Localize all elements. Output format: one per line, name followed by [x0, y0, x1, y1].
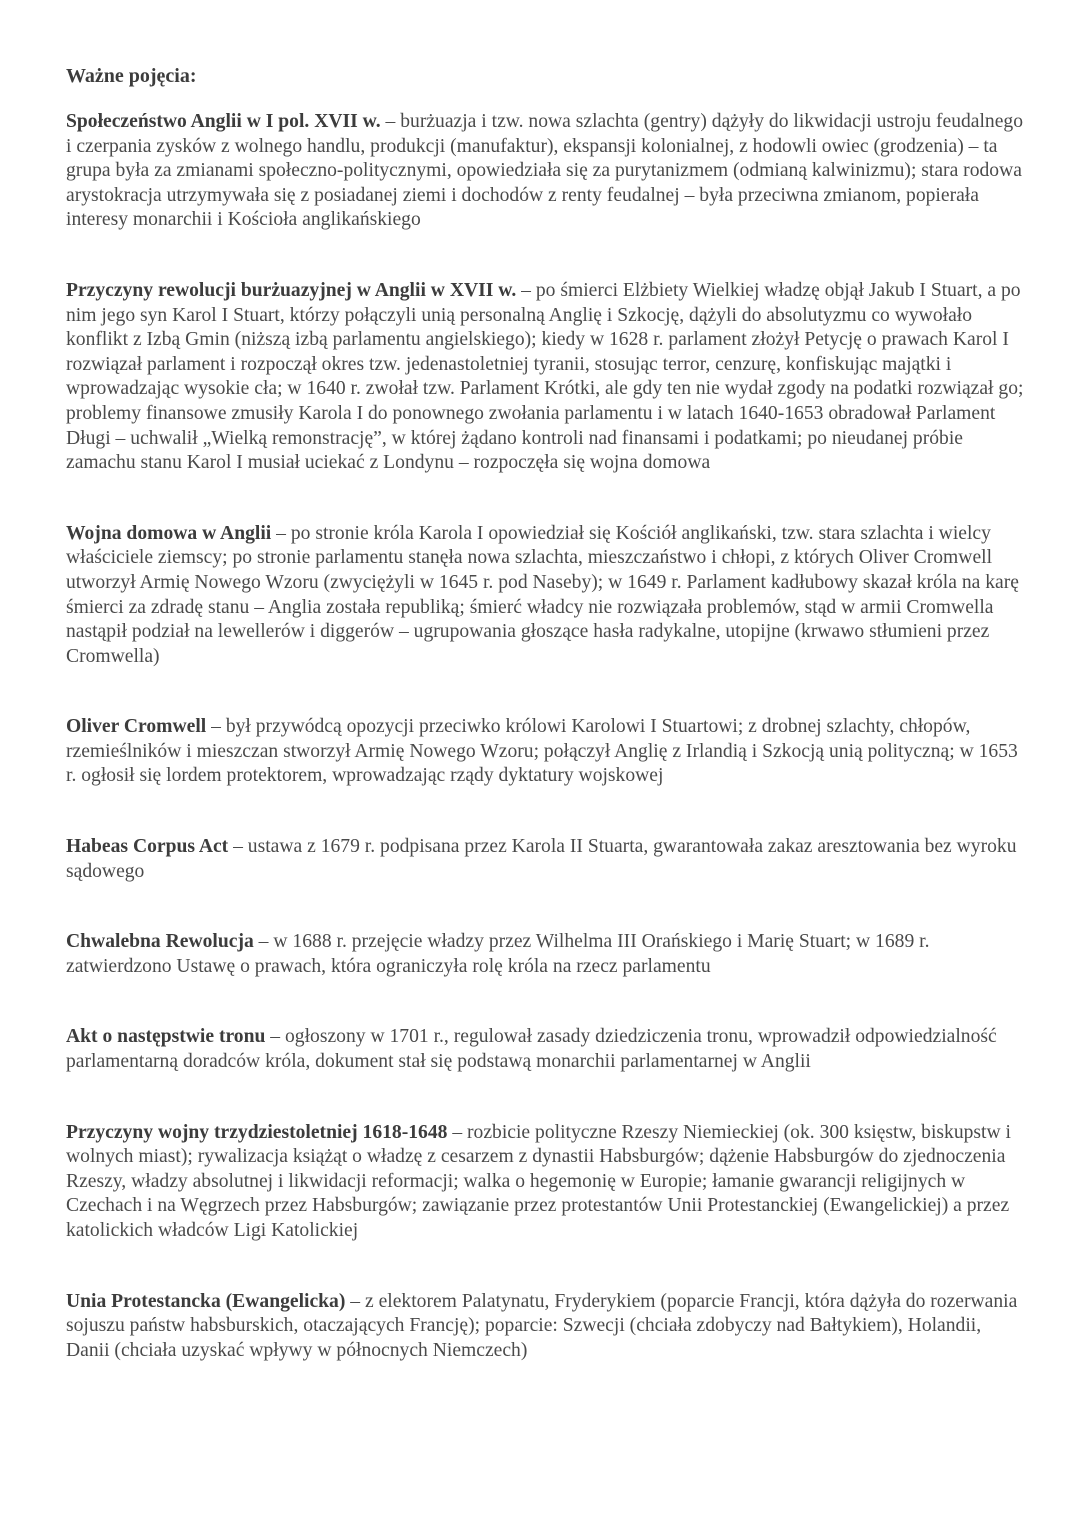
entry-text: – był przywódcą opozycji przeciwko królowi Karolowi I Stuartowi; z drobnej szlachty, chłopów, rzemieślników i mieszczan stworzył Armię Nowego Wzoru; połączył Anglię z Irlandią i Szkocją unią polityczną; w 1653 r. ogłosił się lordem protektorem, wprowadzając rządy dyktatury wojskowej — [66, 716, 1018, 787]
entry-term: Unia Protestancka (Ewangelicka) — [66, 1290, 346, 1312]
entry-term: Chwalebna Rewolucja — [66, 931, 254, 953]
entry-text: – ustawa z 1679 r. podpisana przez Karola II Stuarta, gwarantowała zakaz aresztowania bez wyroku sądowego — [66, 836, 1017, 882]
entry-akt-o-nastepstwie — [66, 1025, 1026, 1074]
entry-term: Wojna domowa w Anglii — [66, 522, 272, 544]
entry-przyczyny-rewolucji — [66, 279, 1026, 476]
entry-text: – po śmierci Elżbiety Wielkiej władzę objął Jakub I Stuart, a po nim jego syn Karol I Stuart, którzy połączyli unią personalną Anglię i Szkocję, dążyli do absolutyzmu co wywołało konflikt z Izbą Gmin (niższą izbą parlamentu angielskiego); kiedy w 1628 r. parlament złożył Petycję o prawach Karol I rozwiązał parlament i rozpoczął okres tzw. jedenastoletniej tyranii, stosując terror, cenzurę, konfiskując majątki i wprowadzając wysokie cła; w 1640 r. zwołał tzw. Parlament Krótki, ale gdy ten nie wydał zgody na podatki rozwiązał go; problemy finansowe zmusiły Karola I do ponownego zwołania parlamentu i w latach 1640-1653 obradował Parlament Długi – uchwalił „Wielką remonstrację”, w której żądano kontroli nad finansami i podatkami; po nieudanej próbie zamachu stanu Karol I musiał uciekać z Londynu – rozpoczęła się wojna domowa — [66, 279, 1024, 474]
entry-text: – w 1688 r. przejęcie władzy przez Wilhelma III Orańskiego i Marię Stuart; w 1689 r. zatwierdzono Ustawę o prawach, która ograniczyła rolę króla na rzecz parlamentu — [66, 931, 930, 977]
entry-text: – po stronie króla Karola I opowiedział się Kościół anglikański, tzw. stara szlachta i wielcy właściciele ziemscy; po stronie parlamentu stanęła nowa szlachta, mieszczaństwo i chłopi, z których Oliver Cromwell utworzył Armię Nowego Wzoru (zwyciężyli w 1645 r. pod Naseby); w 1649 r. Parlament kadłubowy skazał króla na karę śmierci za zdradę stanu – Anglia została republiką; śmierć władcy nie rozwiązała problemów, stąd w armii Cromwella nastąpił podział na lewellerów i diggerów – ugrupowania głoszące hasła radykalne, utopijne (krwawo stłumieni przez Cromwella) — [66, 522, 1019, 667]
entry-habeas-corpus — [66, 835, 1026, 884]
entry-text: – rozbicie polityczne Rzeszy Niemieckiej (ok. 300 księstw, biskupstw i wolnych miast); rywalizacja książąt o władzę z cesarzem z dynastii Habsburgów; dążenie Habsburgów do zjednoczenia Rzeszy, władzy absolutnej i likwidacji reformacji; walka o hegemonię w Europie; łamanie gwarancji religijnych w Czechach i na Węgrzech przez Habsburgów; zawiązanie przez protestantów Unii Protestanckiej (Ewangelickiej) a przez katolickich władców Ligi Katolickiej — [66, 1121, 1011, 1241]
entry-text: – ogłoszony w 1701 r., regulował zasady dziedziczenia tronu, wprowadził odpowiedzialność parlamentarną doradców króla, dokument stał się podstawą monarchii parlamentarnej w Anglii — [66, 1026, 997, 1073]
entry-wojna-domowa — [66, 522, 1026, 670]
document-heading: Ważne pojęcia: — [66, 65, 197, 87]
entry-spoleczenstwo — [66, 110, 1026, 233]
entry-term: Społeczeństwo Anglii w I pol. XVII w. — [66, 111, 381, 132]
entry-text: – z elektorem Palatynatu, Fryderykiem (poparcie Francji, która dążyła do rozerwania sojuszu państw habsburskich, otaczających Francję); poparcie: Szwecji (chciała zdobyczy nad Bałtykiem), Holandii, Danii (chciała uzyskać wpływy w północnych Niemczech) — [66, 1290, 1018, 1361]
entry-oliver-cromwell — [66, 715, 1026, 789]
entry-text: – burżuazja i tzw. nowa szlachta (gentry) dążyły do likwidacji ustroju feudalnego i czerpania zysków z wolnego handlu, produkcji (manufaktur), ekspansji kolonialnej, z hodowli owiec (grodzenia) – ta grupa była za zmianami społeczno-politycznymi, opowiedziała się za purytanizmem (odmianą kalwinizmu); stara rodowa arystokracja utrzymywała się z posiadanej ziemi i dochodów z renty feudalnej – była przeciwna zmianom, popierała interesy monarchii i Kościoła anglikańskiego — [66, 111, 1024, 231]
entry-wojna-trzydziestoletnia — [66, 1121, 1026, 1244]
entry-term: Przyczyny rewolucji burżuazyjnej w Anglii w XVII w. — [66, 279, 517, 301]
entry-term: Przyczyny wojny trzydziestoletniej 1618-1648 — [66, 1121, 448, 1143]
entry-chwalebna-rewolucja — [66, 930, 1026, 979]
entry-term: Oliver Cromwell — [66, 716, 207, 738]
entry-term: Habeas Corpus Act — [66, 836, 229, 858]
entry-term: Akt o następstwie tronu — [66, 1026, 266, 1048]
document-page — [66, 64, 1026, 1363]
entry-unia-protestancka — [66, 1290, 1026, 1364]
